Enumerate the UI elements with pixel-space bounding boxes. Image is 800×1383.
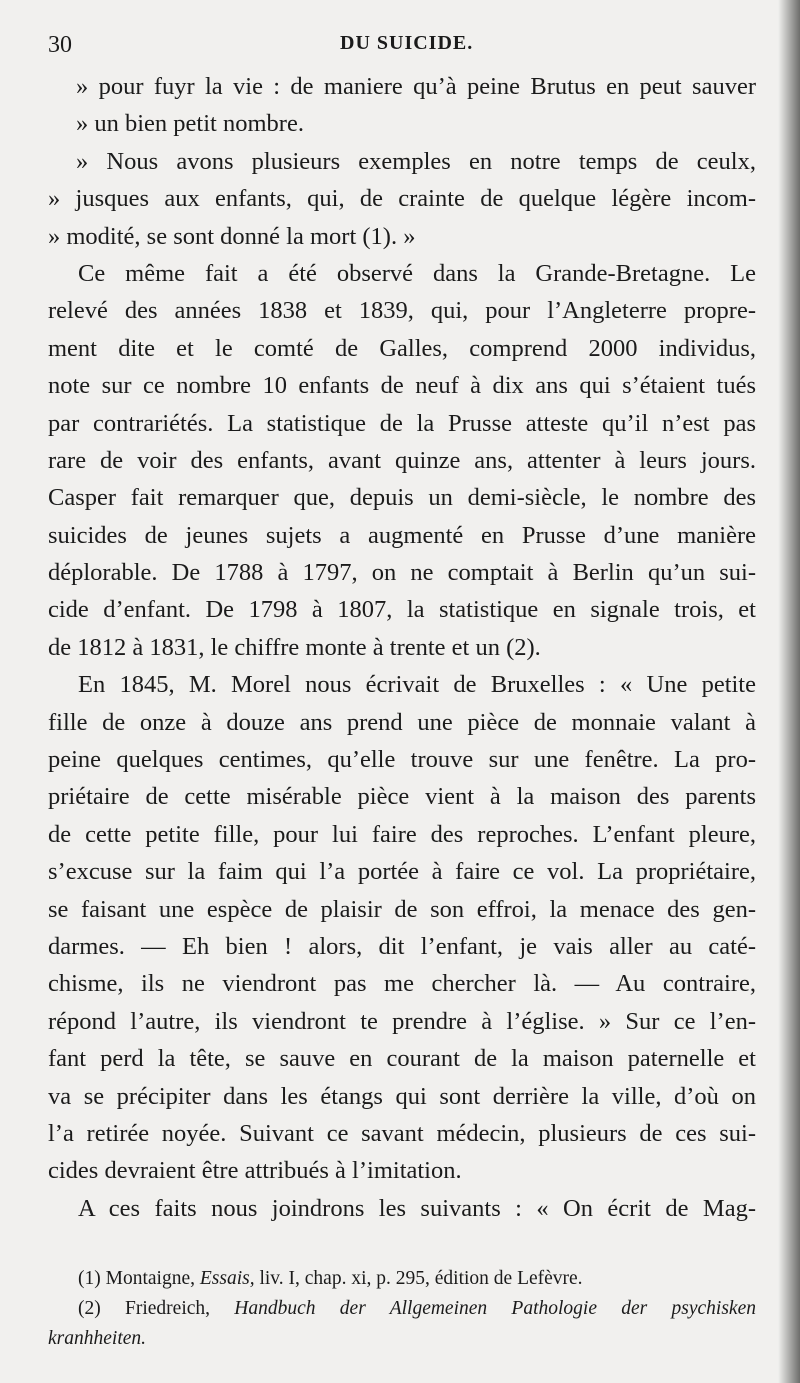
footnote-1-prefix: (1) Montaigne, bbox=[78, 1268, 200, 1289]
page-header bbox=[48, 28, 758, 62]
text-line: relevé des années 1838 et 1839, qui, pour l’Angleterre propre- bbox=[48, 297, 756, 325]
page-edge-shadow bbox=[778, 0, 800, 1383]
footnote-1 bbox=[48, 1264, 756, 1294]
text-line: note sur ce nombre 10 enfants de neuf à dix ans qui s’étaient tués bbox=[48, 372, 756, 400]
text-line: fant perd la tête, se sauve en courant de la maison paternelle et bbox=[48, 1045, 756, 1073]
text-line: chisme, ils ne viendront pas me chercher là. — Au contraire, bbox=[48, 970, 756, 998]
text-line: » pour fuyr la vie : de maniere qu’à peine Brutus en peut sauver bbox=[76, 73, 756, 100]
text-line: va se précipiter dans les étangs qui sont derrière la ville, d’où on bbox=[48, 1082, 756, 1110]
footnote-2-continuation: kranhheiten. bbox=[48, 1328, 147, 1349]
footnote-1-suffix: liv. I, chap. xi, p. 295, édition de Lefèvre. bbox=[254, 1268, 583, 1289]
text-line: répond l’autre, ils viendront te prendre à l’église. » Sur ce l’en- bbox=[48, 1007, 756, 1035]
text-line: priétaire de cette misérable pièce vient à la maison des parents bbox=[48, 783, 756, 811]
text-line: rare de voir des enfants, avant quinze ans, attenter à leurs jours. bbox=[48, 446, 756, 474]
text-line: par contrariétés. La statistique de la Prusse atteste qu’il n’est pas bbox=[48, 409, 756, 437]
text-line: se faisant une espèce de plaisir de son effroi, la menace des gen- bbox=[48, 895, 756, 923]
text-line: » jusques aux enfants, qui, de crainte de quelque légère incom- bbox=[48, 185, 756, 213]
text-line: » Nous avons plusieurs exemples en notre temps de ceulx, bbox=[76, 147, 756, 175]
text-line: » modité, se sont donné la mort (1). » bbox=[48, 222, 416, 250]
footnotes bbox=[48, 1264, 756, 1354]
text-line: ment dite et le comté de Galles, comprend 2000 individus, bbox=[48, 334, 756, 362]
footnote-2-prefix: (2) Friedreich, bbox=[78, 1298, 235, 1319]
text-line: En 1845, M. Morel nous écrivait de Bruxelles : « Une petite bbox=[78, 671, 756, 699]
text-line: s’excuse sur la faim qui l’a portée à faire ce vol. La propriétaire, bbox=[48, 858, 756, 886]
footnote-2-title: Handbuch der Allgemeinen Pathologie der psychisken bbox=[234, 1298, 756, 1319]
text-line: peine quelques centimes, qu’elle trouve sur une fenêtre. La pro- bbox=[48, 746, 756, 774]
text-line: de cette petite fille, pour lui faire des reproches. L’enfant pleure, bbox=[48, 820, 756, 848]
text-line: déplorable. De 1788 à 1797, on ne comptait à Berlin qu’un sui- bbox=[48, 559, 756, 587]
text-line: cides devraient être attribués à l’imitation. bbox=[48, 1157, 462, 1185]
text-line: darmes. — Eh bien ! alors, dit l’enfant, je vais aller au caté- bbox=[48, 932, 756, 960]
text-line: fille de onze à douze ans prend une pièce de monnaie valant à bbox=[48, 708, 756, 736]
text-line: Ce même fait a été observé dans la Grande-Bretagne. Le bbox=[78, 259, 756, 287]
running-title: DU SUICIDE. bbox=[340, 32, 474, 54]
text-line: A ces faits nous joindrons les suivants : « On écrit de Mag- bbox=[78, 1194, 756, 1222]
text-line: » un bien petit nombre. bbox=[76, 110, 304, 138]
footnote-1-title: Essais, bbox=[199, 1268, 255, 1289]
footnote-2 bbox=[48, 1294, 756, 1324]
text-line: de 1812 à 1831, le chiffre monte à trente et un (2). bbox=[48, 633, 541, 661]
text-line: l’a retirée noyée. Suivant ce savant médecin, plusieurs de ces sui- bbox=[48, 1119, 756, 1147]
text-line: Casper fait remarquer que, depuis un demi-siècle, le nombre des bbox=[48, 484, 756, 512]
text-line: suicides de jeunes sujets a augmenté en Prusse d’une manière bbox=[48, 521, 756, 549]
page-number: 30 bbox=[48, 32, 72, 58]
text-line: cide d’enfant. De 1798 à 1807, la statistique en signale trois, et bbox=[48, 596, 756, 624]
body-text bbox=[48, 68, 756, 1227]
